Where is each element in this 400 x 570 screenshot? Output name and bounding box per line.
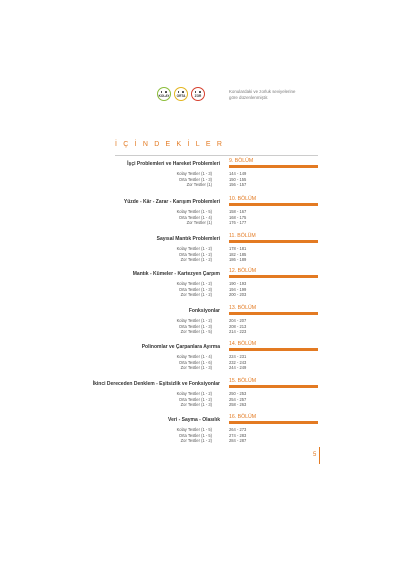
test-pages: 182 - 185 <box>229 251 247 257</box>
test-name: Kolay Testler (1 - 5) <box>176 209 212 214</box>
test-row <box>0 257 400 263</box>
chapter-bar <box>229 275 318 278</box>
chapter-topic: Polinomlar ve Çarpanlara Ayırma <box>141 344 220 350</box>
test-name: Kolay Testler (1 - 5) <box>176 427 212 432</box>
test-name: Orta Testler (1 - 3) <box>178 176 212 182</box>
test-name: Zor Testler (1 - 2) <box>180 257 212 263</box>
test-row <box>0 329 400 335</box>
chapter-bar <box>229 165 318 168</box>
test-pages: 274 - 283 <box>229 432 247 438</box>
chapter-number: 14. BÖLÜM <box>229 341 257 347</box>
legend-description: Konulardaki ve zorluk seviyelerine göre düzenlenmiştir. <box>229 89 296 100</box>
toc-divider <box>115 155 318 156</box>
test-name: Orta Testler (1 - 3) <box>178 323 212 329</box>
chapter-number: 13. BÖLÜM <box>229 305 257 311</box>
test-name: Orta Testler (1 - 2) <box>178 396 212 402</box>
test-row <box>0 220 400 226</box>
test-pages: 178 - 181 <box>229 246 247 251</box>
toc-title: İÇİNDEKİLER <box>115 141 229 148</box>
test-name: Zor Testler (1 - 5) <box>180 329 212 335</box>
test-row <box>0 365 400 371</box>
test-pages: 208 - 213 <box>229 323 247 329</box>
chapter-number: 15. BÖLÜM <box>229 378 257 384</box>
test-pages: 264 - 273 <box>229 427 247 432</box>
test-pages: 200 - 203 <box>229 292 247 298</box>
test-pages: 284 - 287 <box>229 438 247 444</box>
test-name: Zor Testler (1 - 2) <box>180 292 212 298</box>
test-pages: 168 - 175 <box>229 214 247 220</box>
chapter-bar <box>229 312 318 315</box>
chapter-bar <box>229 203 318 206</box>
medium-face-icon: ORTA <box>174 87 188 101</box>
test-name: Zor Testler (1) <box>186 182 212 188</box>
test-pages: 244 - 249 <box>229 365 247 371</box>
chapter-number: 12. BÖLÜM <box>229 268 257 274</box>
test-pages: 232 - 243 <box>229 359 247 365</box>
test-name: Kolay Testler (1 - 2) <box>176 246 212 251</box>
chapter-number: 11. BÖLÜM <box>229 233 256 239</box>
chapter-number: 16. BÖLÜM <box>229 414 257 420</box>
test-pages: 204 - 207 <box>229 318 247 323</box>
test-pages: 156 - 157 <box>229 182 247 188</box>
test-name: Kolay Testler (1 - 2) <box>176 391 212 396</box>
test-pages: 158 - 167 <box>229 209 247 214</box>
chapter-bar <box>229 240 318 243</box>
test-pages: 186 - 189 <box>229 257 247 263</box>
test-pages: 194 - 199 <box>229 286 247 292</box>
test-name: Orta Testler (1 - 4) <box>178 214 212 220</box>
test-name: Orta Testler (1 - 5) <box>178 432 212 438</box>
chapter-topic: Fonksiyonlar <box>188 308 220 314</box>
chapter-topic: Mantık - Kümeler - Kartezyen Çarpım <box>132 271 220 277</box>
page-number-rule <box>319 447 320 464</box>
test-name: Zor Testler (1) <box>186 220 212 226</box>
test-name: Zor Testler (1 - 3) <box>180 365 212 371</box>
test-pages: 144 - 149 <box>229 171 247 176</box>
easy-face-icon: KOLAY <box>157 87 171 101</box>
test-name: Zor Testler (1 - 3) <box>180 402 212 408</box>
test-pages: 258 - 263 <box>229 402 247 408</box>
test-name: Kolay Testler (1 - 4) <box>176 354 212 359</box>
test-name: Kolay Testler (1 - 2) <box>176 281 212 286</box>
chapter-bar <box>229 421 318 424</box>
test-pages: 150 - 155 <box>229 176 247 182</box>
test-name: Zor Testler (1 - 2) <box>180 438 212 444</box>
test-pages: 190 - 193 <box>229 281 247 286</box>
chapter-topic: Sayısal Mantık Problemleri <box>156 236 220 242</box>
test-name: Orta Testler (1 - 6) <box>178 359 212 365</box>
test-row <box>0 438 400 444</box>
hard-face-icon: ZOR <box>191 87 205 101</box>
test-pages: 250 - 253 <box>229 391 247 396</box>
test-row <box>0 292 400 298</box>
test-row <box>0 402 400 408</box>
test-name: Kolay Testler (1 - 3) <box>176 171 212 176</box>
test-pages: 254 - 257 <box>229 396 247 402</box>
test-pages: 214 - 223 <box>229 329 247 335</box>
test-pages: 224 - 231 <box>229 354 247 359</box>
chapter-number: 9. BÖLÜM <box>229 158 254 164</box>
chapter-bar <box>229 348 318 351</box>
chapter-topic: İşçi Problemleri ve Hareket Problemleri <box>127 161 220 167</box>
difficulty-legend <box>157 87 205 101</box>
test-row <box>0 182 400 188</box>
chapter-topic: Veri - Sayma - Olasılık <box>168 417 220 423</box>
chapter-topic: Yüzde - Kâr - Zarar - Karışım Problemleri <box>123 199 220 205</box>
page-number: 5 <box>313 452 317 458</box>
chapter-bar <box>229 385 318 388</box>
chapter-topic: İkinci Dereceden Denklem - Eşitsizlik ve Fonksiyonlar <box>92 381 220 387</box>
chapter-number: 10. BÖLÜM <box>229 196 257 202</box>
test-name: Kolay Testler (1 - 2) <box>176 318 212 323</box>
test-name: Orta Testler (1 - 3) <box>178 286 212 292</box>
test-pages: 176 - 177 <box>229 220 247 226</box>
test-name: Orta Testler (1 - 2) <box>178 251 212 257</box>
